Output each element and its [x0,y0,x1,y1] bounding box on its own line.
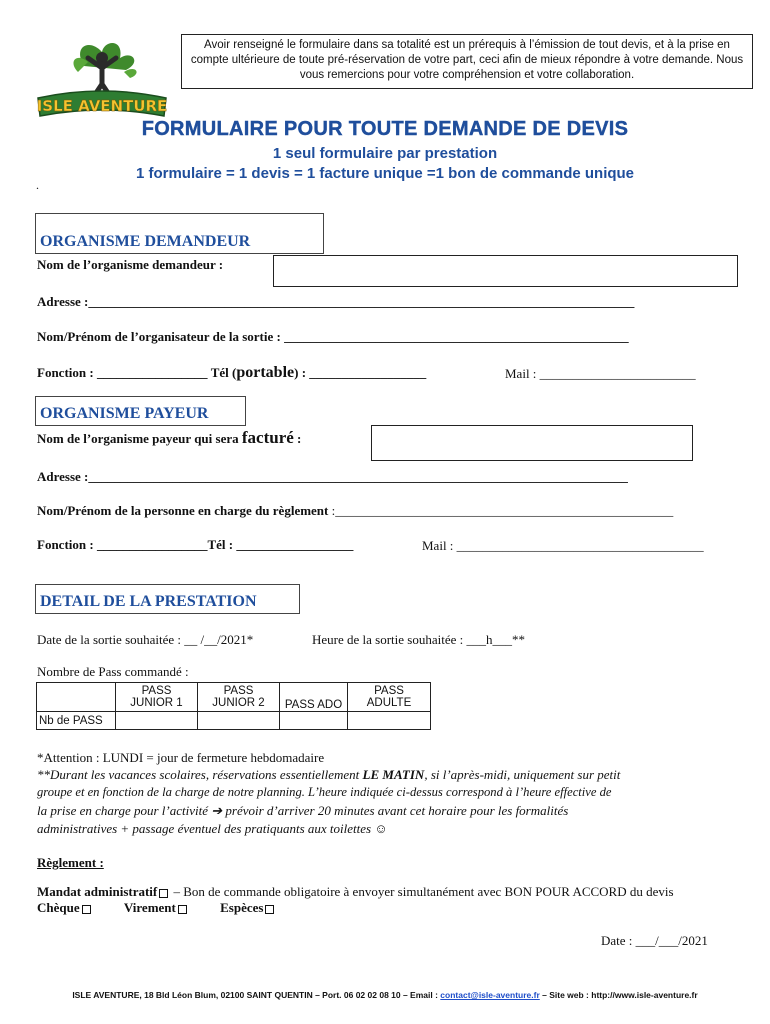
demandeur-address-line[interactable]: Adresse :____________________________________________________________________________________ [37,294,635,309]
pass-table-count-row [37,712,431,730]
payeur-name-label [37,428,301,448]
notice-text: Avoir renseigné le formulaire dans sa totalité est un prérequis à l’émission de tout devis, et à la prise en compte ultérieure de toute pré-réservation de votre part, ceci afin de mieux répondre à votre demande. Nous vous remercions pour votre compréhension et votre collaboration. [190,39,744,81]
pass-col-adulte [348,683,431,712]
note-line2: groupe et en fonction de la charge de notre planning. L’heure indiquée ci-dessus correspond à l’heure effective de [37,785,612,799]
pass-count-adulte[interactable] [348,712,431,730]
payeur-name-field[interactable] [371,425,693,461]
reglement-mandat-label: Mandat administratif [37,884,158,899]
pass-col-junior1 [116,683,198,712]
pass-col-junior2 [198,683,280,712]
demandeur-contact-line [37,364,426,382]
pass-table-corner [37,683,116,712]
pass-col-ado-line2: PASS ADO [284,699,343,711]
reglement-date[interactable]: Date : ___/___/2021 [601,933,708,948]
demandeur-tel: Tél ( [210,365,237,380]
prerequisite-notice [181,34,753,89]
payeur-name-text: Nom de l’organisme payeur qui sera [37,431,242,446]
payeur-facture: facturé [241,428,294,447]
note-vacances-c: , si l’après-midi, uniquement sur petit [424,767,621,782]
section-payeur-heading [35,396,246,426]
payeur-mail[interactable]: Mail : ______________________________________ [422,538,704,553]
payeur-fonction-tel[interactable]: Fonction : _________________Tél : __________________ [37,537,354,552]
prestation-heure-line[interactable]: Heure de la sortie souhaitée : ___h___** [312,632,525,647]
section-prestation-heading [35,584,300,614]
form-title: FORMULAIRE POUR TOUTE DEMANDE DE DEVIS [141,118,629,140]
section-prestation-title: DETAIL DE LA PRESTATION [40,593,257,610]
svg-text:ISLE AVENTURE: ISLE AVENTURE [36,97,168,115]
payeur-name-colon: : [293,431,302,446]
pass-row-label: Nb de PASS [37,712,116,730]
cheque-checkbox[interactable] [82,905,91,914]
reglement-mandat-text: – Bon de commande obligatoire à envoyer simultanément avec BON POUR ACCORD du devis [170,884,674,899]
note-line3: la prise en charge pour l’activité ➔ prévoir d’arriver 20 minutes avant cet horaire pour les formalités [37,803,569,818]
note-vacances-b: LE MATIN [362,767,425,782]
payeur-responsible-fill[interactable]: :____________________________________________________ [331,503,674,518]
note-vacances [37,767,620,783]
pass-table [36,682,431,730]
pass-col-adulte-line2: ADULTE [366,697,412,709]
pass-count-junior2[interactable] [198,712,280,730]
virement-checkbox[interactable] [178,905,187,914]
payeur-responsible-line[interactable] [37,503,673,519]
pass-col-junior2-line1: PASS [223,685,254,697]
section-demandeur-heading [35,213,324,254]
isle-aventure-logo [32,36,172,120]
stray-dot: . [36,178,39,192]
prestation-pass-label: Nombre de Pass commandé : [37,664,189,679]
mandat-checkbox[interactable] [159,889,168,898]
pass-count-junior1[interactable] [116,712,198,730]
note-attention: *Attention : LUNDI = jour de fermeture hebdomadaire [37,750,325,765]
demandeur-organiser-line[interactable]: Nom/Prénom de l’organisateur de la sortie : _____________________________________________________ [37,329,629,344]
note-vacances-a: **Durant les vacances scolaires, réservations essentiellement [37,767,363,782]
reglement-virement-label: Virement [123,900,176,915]
payeur-address-line[interactable]: Adresse :___________________________________________________________________________________ [37,469,628,484]
reglement-mandat-line [37,884,674,900]
especes-checkbox[interactable] [265,905,274,914]
demandeur-name-label: Nom de l’organisme demandeur : [37,257,224,272]
demandeur-portable: portable [236,364,295,381]
form-subtitle-1: 1 seul formulaire par prestation [272,145,498,162]
demandeur-tel-field[interactable]: ) : __________________ [294,365,427,380]
pass-count-ado[interactable] [280,712,348,730]
reglement-cheque-label: Chèque [37,900,80,915]
pass-col-ado-line1 [280,683,347,699]
pass-col-junior1-line2: JUNIOR 1 [130,697,183,709]
section-payeur-title: ORGANISME PAYEUR [40,405,209,422]
pass-col-adulte-line1: PASS [374,685,404,697]
pass-col-ado [280,683,348,712]
form-subtitle-2: 1 formulaire = 1 devis = 1 facture unique =1 bon de commande unique [135,165,635,182]
footer-website: – Site web : http://www.isle-aventure.fr [539,990,698,1000]
demandeur-name-field[interactable] [273,255,738,287]
pass-col-junior1-line1: PASS [141,685,172,697]
footer-email-link[interactable]: contact@isle-aventure.fr [440,990,540,1000]
footer [0,990,770,1000]
note-line4: administratives + passage éventuel des pratiquants aux toilettes ☺ [37,821,388,836]
demandeur-mail[interactable]: Mail : ________________________ [505,366,696,381]
reglement-heading: Règlement : [37,855,104,870]
demandeur-fonction[interactable]: Fonction : _________________ [37,365,208,380]
prestation-date-line[interactable]: Date de la sortie souhaitée : __ /__/2021* [37,632,254,647]
section-demandeur-title: ORGANISME DEMANDEUR [40,233,251,250]
pass-col-junior2-line2: JUNIOR 2 [212,697,265,709]
reglement-options-line [37,900,276,916]
payeur-responsible-label: Nom/Prénom de la personne en charge du règlement [37,503,332,518]
pass-table-header-row [37,683,431,712]
footer-address: ISLE AVENTURE, 18 Bld Léon Blum, 02100 SAINT QUENTIN – Port. 06 02 02 08 10 – Email : [72,990,441,1000]
reglement-especes-label: Espèces [220,900,264,915]
